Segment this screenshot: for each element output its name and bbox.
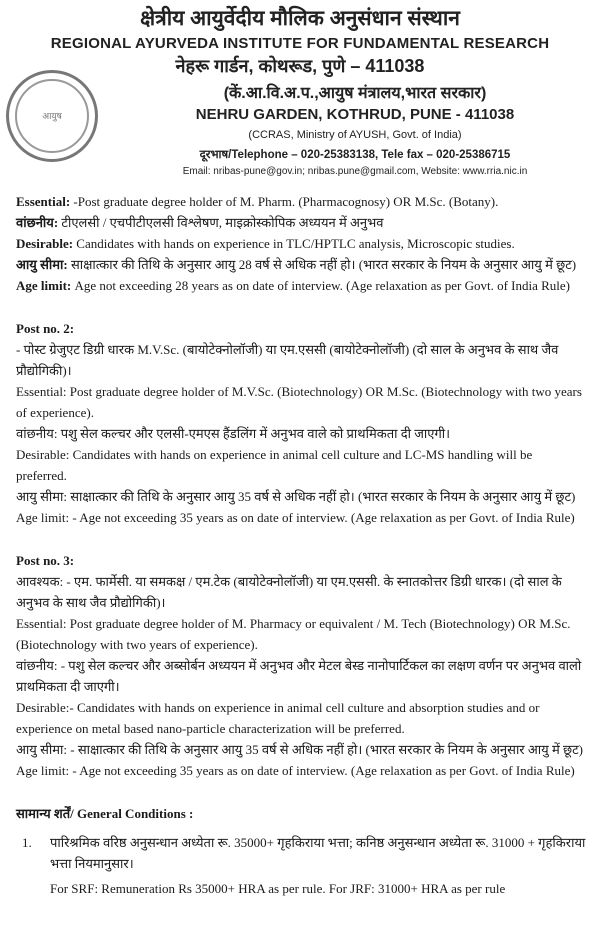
post2-age: Age limit: - Age not exceeding 35 years as on date of interview. (Age relaxation as per Govt. of India Rule) bbox=[16, 510, 575, 525]
telephone-line: दूरभाष/Telephone – 020-25383138, Tele fax – 020-25386715 bbox=[199, 149, 511, 161]
desirable-text: Candidates with hands on experience in TLC/HPTLC analysis, Microscopic studies. bbox=[76, 236, 515, 251]
ministry-hindi: (कें.आ.वि.अ.प.,आयुष मंत्रालय,भारत सरकार) bbox=[223, 85, 487, 102]
email-line: Email: nribas-pune@gov.in; nribas.pune@gmail.com, Website: www.rria.nic.in bbox=[182, 166, 528, 177]
post3-essential: Essential: Post graduate degree holder of M. Pharmacy or equivalent / M. Tech (Biotechnology) OR M.Sc. (Biotechnology with two years of experience). bbox=[16, 616, 571, 652]
address-english: NEHRU GARDEN, KOTHRUD, PUNE - 411038 bbox=[195, 106, 515, 123]
general-conditions-title-english: General Conditions : bbox=[77, 806, 194, 821]
condition-item bbox=[16, 832, 586, 874]
post3-title: Post no. 3: bbox=[16, 553, 75, 568]
logo-emblem: आयुष bbox=[15, 79, 89, 153]
age-hindi-text: साक्षात्कार की तिथि के अनुसार आयु 28 वर्ष से अधिक नहीं हो। (भारत सरकार के नियम के अनुसार आयु में छूट) bbox=[70, 257, 577, 272]
post2-desirable-hindi: वांछनीय: पशु सेल कल्चर और एलसी-एमएस हैंडलिंग में अनुभव वाले को प्राथमिकता दी जाएगी। bbox=[16, 426, 451, 441]
post2-essential: Essential: Post graduate degree holder of M.V.Sc. (Biotechnology) OR M.Sc. (Biotechnology with two years of experience). bbox=[16, 384, 582, 420]
org-name-hindi: क्षेत्रीय आयुर्वेदीय मौलिक अनुसंधान संस्थान bbox=[140, 7, 460, 30]
ministry-english: (CCRAS, Ministry of AYUSH, Govt. of India) bbox=[248, 129, 462, 141]
desirable-label: Desirable: bbox=[16, 236, 77, 251]
post3-age-hindi: आयु सीमा: - साक्षात्कार की तिथि के अनुसार आयु 35 वर्ष से अधिक नहीं हो। (भारत सरकार के नियम के अनुसार आयु में छूट) bbox=[16, 742, 583, 757]
age-text: Age not exceeding 28 years as on date of interview. (Age relaxation as per Govt. of India Rule) bbox=[74, 278, 570, 293]
general-conditions-section bbox=[16, 803, 586, 899]
institute-logo bbox=[6, 70, 98, 162]
post2-title: Post no. 2: bbox=[16, 321, 75, 336]
post2-section bbox=[16, 318, 586, 528]
letterhead bbox=[0, 0, 600, 182]
post3-essential-hindi: आवश्यक: - एम. फार्मेसी. या समकक्ष / एम.टेक (बायोटेक्नोलॉजी) या एम.एससी. के स्नातकोत्तर डिग्री धारक। (दो साल के अनुभव के साथ जैव प्रौद्योगिकी)। bbox=[16, 574, 562, 610]
post2-age-hindi: आयु सीमा: साक्षात्कार की तिथि के अनुसार आयु 35 वर्ष से अधिक नहीं हो। (भारत सरकार के नियम के अनुसार आयु में छूट) bbox=[16, 489, 576, 504]
post3-desirable: Desirable:- Candidates with hands on experience in animal cell culture and absorption studies and or experience on metal based nano-particle characterization will be preferred. bbox=[16, 700, 540, 736]
post1-desirable-hindi bbox=[16, 212, 586, 233]
condition-number: 1. bbox=[22, 835, 32, 850]
general-conditions-title-hindi: सामान्य शर्तें/ bbox=[16, 806, 78, 821]
desirable-hindi-text: टीएलसी / एचपीटीएलसी विश्लेषण, माइक्रोस्कोपिक अध्ययन में अनुभव bbox=[61, 215, 384, 230]
post1-age bbox=[16, 275, 586, 296]
post3-desirable-hindi: वांछनीय: - पशु सेल कल्चर और अब्सोर्बन अध्ययन में अनुभव और मेटल बेस्ड नानोपार्टिकल का लक्षण वर्णन पर अनुभव वालो प्राथमिकता दी जाएगी। bbox=[16, 658, 582, 694]
condition-text-hindi: पारिश्रमिक वरिष्ठ अनुसन्धान अध्येता रू. 35000+ गृहकिराया भत्ता; कनिष्ठ अनुसन्धान अध्येता रू. 31000 + गृहकिराया भत्ता नियमानुसार। bbox=[50, 835, 586, 871]
post2-essential-hindi: - पोस्ट ग्रेजुएट डिग्री धारक M.V.Sc. (बायोटेक्नोलॉजी) या एम.एससी (बायोटेक्नोलॉजी) (दो साल के अनुभव के साथ जैव प्रौद्योगिकी)। bbox=[16, 342, 559, 378]
address-hindi: नेहरू गार्डन, कोथरूड, पुणे – 411038 bbox=[175, 56, 425, 76]
post2-desirable: Desirable: Candidates with hands on experience in animal cell culture and LC-MS handling will be preferred. bbox=[16, 447, 533, 483]
org-name-english: REGIONAL AYURVEDA INSTITUTE FOR FUNDAMENTAL RESEARCH bbox=[50, 35, 550, 52]
desirable-hindi-label: वांछनीय: bbox=[16, 215, 62, 230]
essential-text: -Post graduate degree holder of M. Pharm. (Pharmacognosy) OR M.Sc. (Botany). bbox=[73, 194, 499, 209]
post1-age-hindi bbox=[16, 254, 586, 275]
post1-section bbox=[16, 191, 586, 296]
essential-label: Essential: bbox=[16, 194, 74, 209]
post1-essential bbox=[16, 191, 586, 212]
condition-text-english: For SRF: Remuneration Rs 35000+ HRA as per rule. For JRF: 31000+ HRA as per rule bbox=[50, 881, 506, 896]
document-body bbox=[16, 191, 586, 899]
post3-age: Age limit: - Age not exceeding 35 years as on date of interview. (Age relaxation as per Govt. of India Rule) bbox=[16, 763, 575, 778]
general-conditions-title bbox=[16, 803, 586, 824]
age-label: Age limit: bbox=[16, 278, 75, 293]
post3-section bbox=[16, 550, 586, 781]
post1-desirable bbox=[16, 233, 586, 254]
age-hindi-label: आयु सीमा: bbox=[16, 257, 71, 272]
